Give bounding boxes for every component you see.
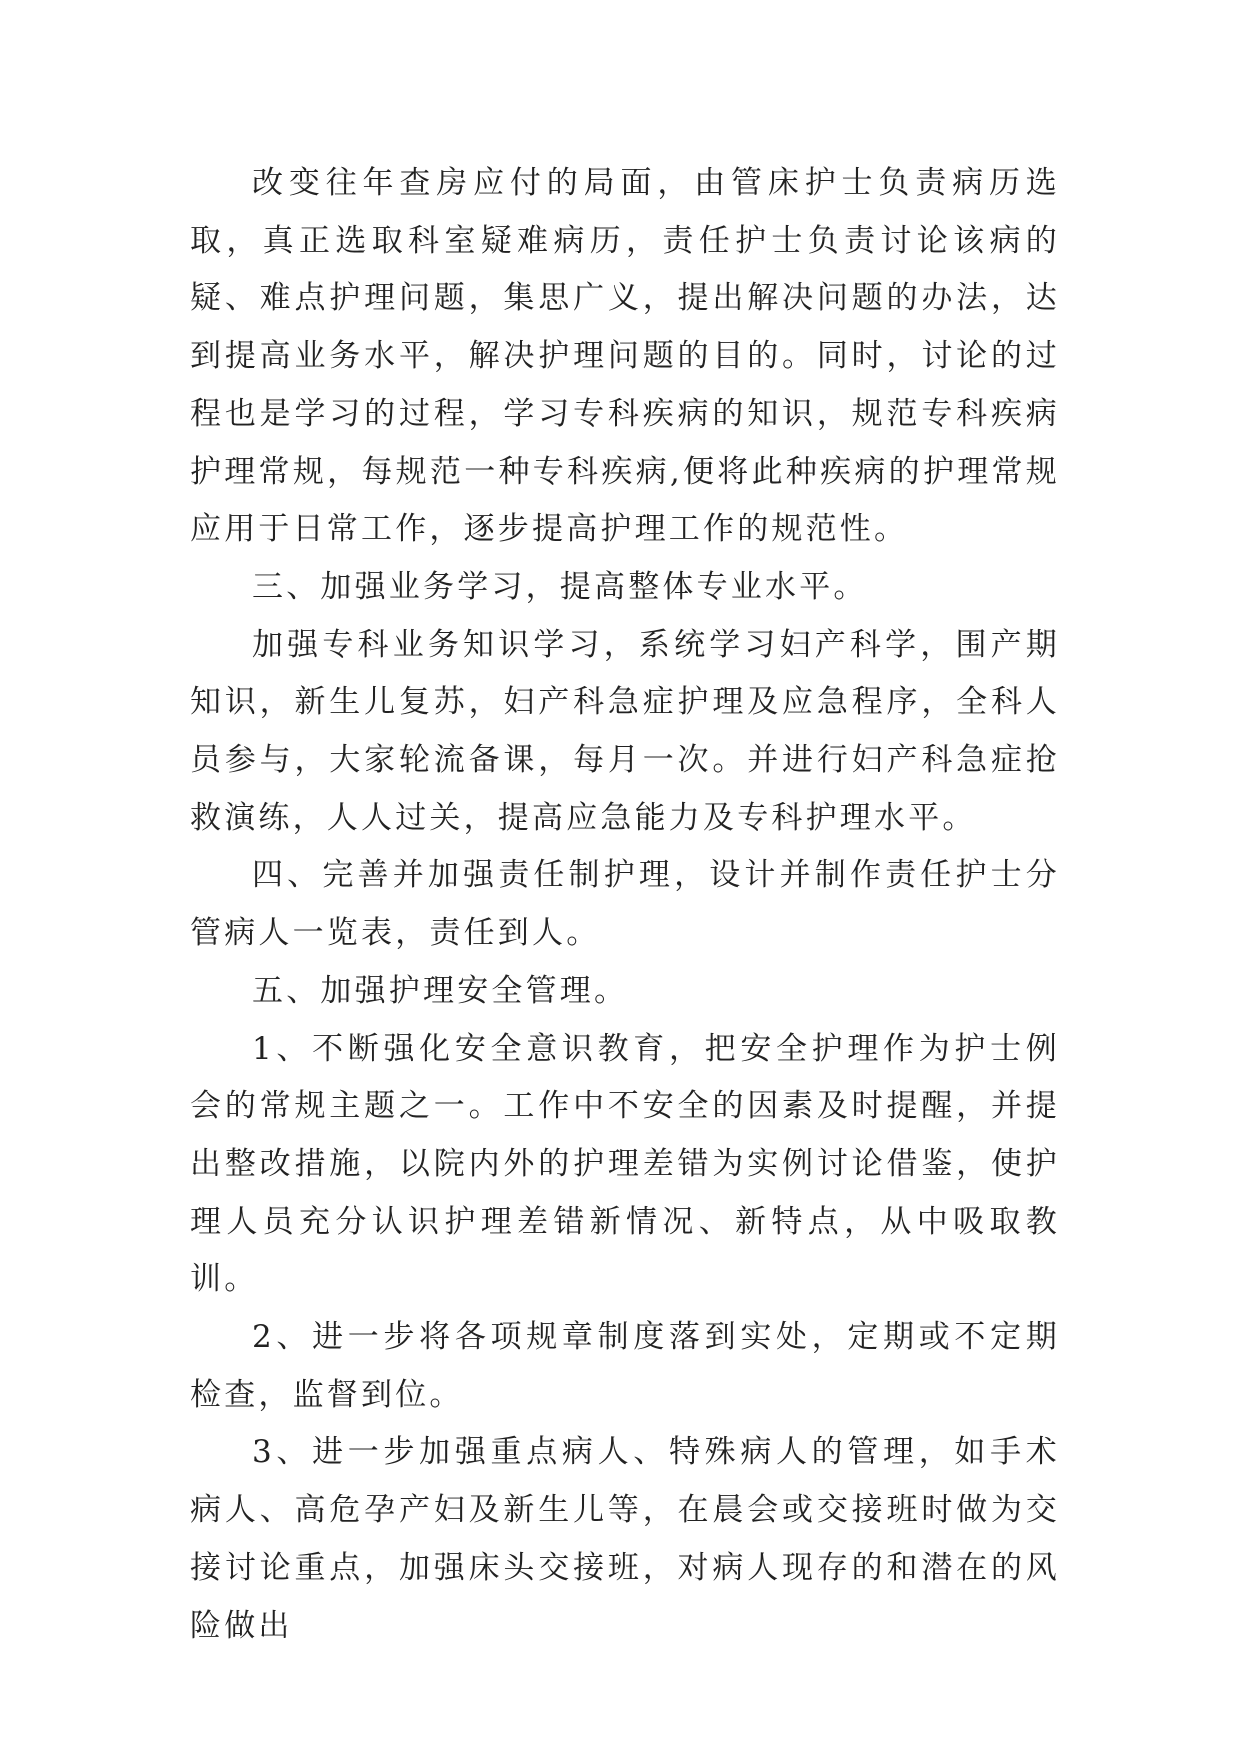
paragraph-room-rounds: 改变往年查房应付的局面，由管床护士负责病历选取，真正选取科室疑难病历，责任护士负责讨论该病的疑、难点护理问题，集思广义，提出解决问题的办法，达到提高业务水平，解决护理问题的目的。同时，讨论的过程也是学习的过程，学习专科疾病的知识，规范专科疾病护理常规，每规范一种专科疾病,便将此种疾病的护理常规应用于日常工作，逐步提高护理工作的规范性。 bbox=[190, 165, 1060, 548]
heading-responsibility-nursing: 四、完善并加强责任制护理，设计并制作责任护士分管病人一览表，责任到人。 bbox=[190, 857, 1060, 952]
paragraph-safety-item-1: 1、不断强化安全意识教育，把安全护理作为护士例会的常规主题之一。工作中不安全的因素及时提醒，并提出整改措施，以院内外的护理差错为实例讨论借鉴，使护理人员充分认识护理差错新情况、新特点，从中吸取教训。 bbox=[190, 1030, 1060, 1298]
heading-business-study: 三、加强业务学习，提高整体专业水平。 bbox=[252, 568, 868, 605]
paragraph-specialty-study: 加强专科业务知识学习，系统学习妇产科学，围产期知识，新生儿复苏，妇产科急症护理及应急程序，全科人员参与，大家轮流备课，每月一次。并进行妇产科急症抢救演练，人人过关，提高应急能力及专科护理水平。 bbox=[190, 626, 1060, 836]
heading-safety-management: 五、加强护理安全管理。 bbox=[252, 972, 629, 1009]
document-body bbox=[190, 155, 1060, 1655]
paragraph-safety-item-2: 2、进一步将各项规章制度落到实处，定期或不定期检查，监督到位。 bbox=[190, 1319, 1060, 1413]
paragraph-safety-item-3: 3、进一步加强重点病人、特殊病人的管理，如手术病人、高危孕产妇及新生儿等，在晨会或交接班时做为交接讨论重点，加强床头交接班，对病人现存的和潜在的风险做出 bbox=[190, 1434, 1060, 1644]
